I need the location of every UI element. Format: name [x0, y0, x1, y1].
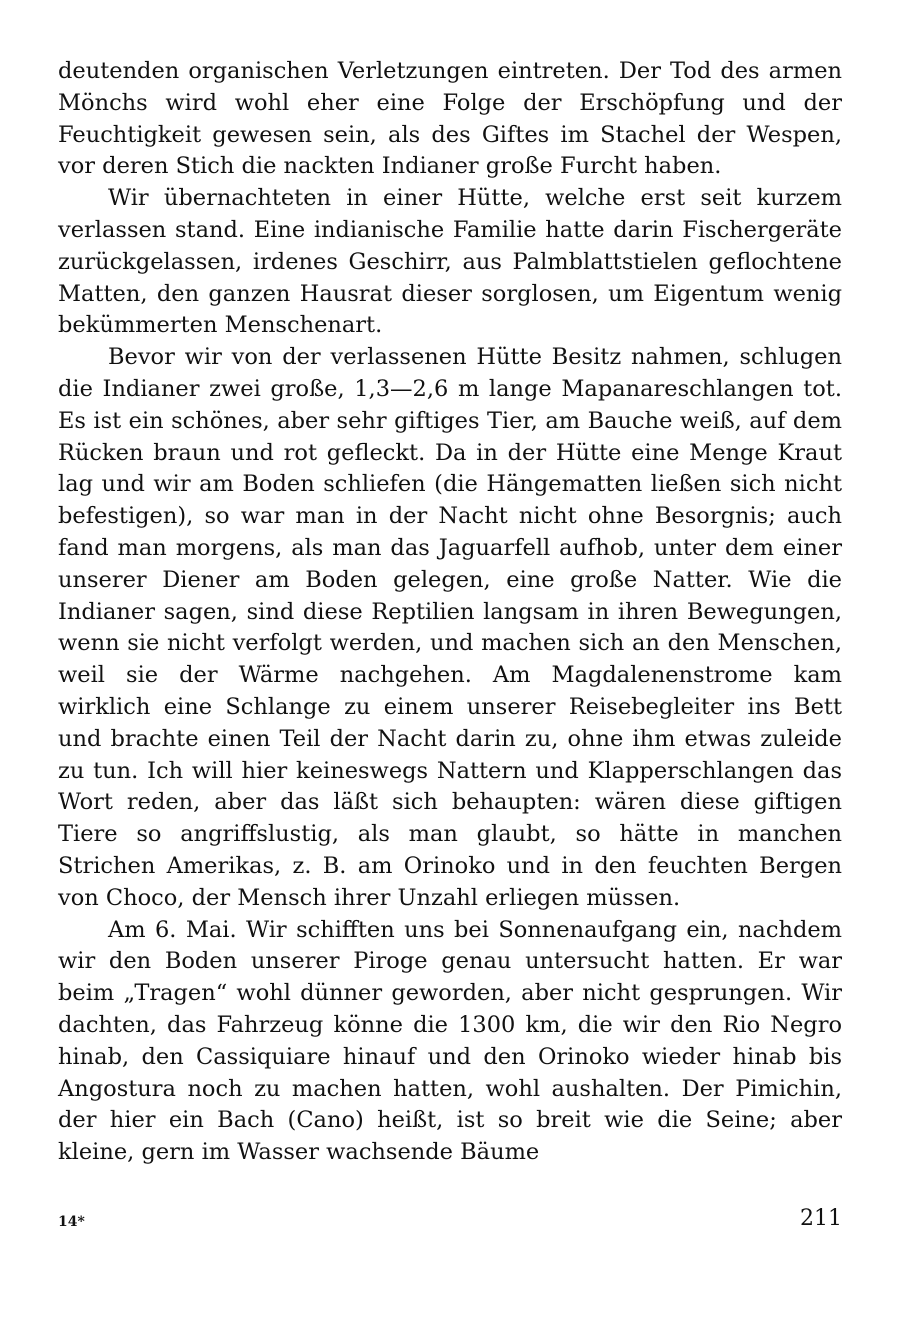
paragraph-4: Am 6. Mai. Wir schifften uns bei Sonnenaufgang ein, nachdem wir den Boden unserer Piroge genau untersucht hatten. Er war beim „Tragen“ wohl dünner geworden, aber nicht gesprungen. Wir dachten, das Fahrzeug könne die 1300 km, die wir den Rio Negro hinab, den Cassiquiare hinauf und den Orinoko wieder hinab bis Angostura noch zu machen hatten, wohl aushalten. Der Pimichin, der hier ein Bach (Cano) heißt, ist so breit wie die Seine; aber kleine, gern im Wasser wachsende Bäume [58, 916, 842, 1166]
paragraph-2: Wir übernachteten in einer Hütte, welche erst seit kurzem verlassen stand. Eine indianische Familie hatte darin Fischergeräte zurückgelassen, irdenes Geschirr, aus Palmblattstielen geflochtene Matten, den ganzen Hausrat dieser sorglosen, um Eigentum wenig bekümmerten Menschenart. [58, 185, 842, 339]
page-body [58, 56, 842, 1169]
page-number: 211 [800, 1206, 842, 1231]
paragraph-1: deutenden organischen Verletzungen eintreten. Der Tod des armen Mönchs wird wohl eher eine Folge der Erschöpfung und der Feuchtigkeit gewesen sein, als des Giftes im Stachel der Wespen, vor deren Stich die nackten Indianer große Furcht haben. [58, 58, 842, 180]
sheet-signature: 14* [58, 1214, 85, 1230]
page-footer [58, 1206, 842, 1236]
paragraph-3: Bevor wir von der verlassenen Hütte Besitz nahmen, schlugen die Indianer zwei große, 1,3—2,6 m lange Mapanareschlangen tot. Es ist ein schönes, aber sehr giftiges Tier, am Bauche weiß, auf dem Rücken braun und rot gefleckt. Da in der Hütte eine Menge Kraut lag und wir am Boden schliefen (die Hängematten ließen sich nicht befestigen), so war man in der Nacht nicht ohne Besorgnis; auch fand man morgens, als man das Jaguarfell aufhob, unter dem einer unserer Diener am Boden gelegen, eine große Natter. Wie die Indianer sagen, sind diese Reptilien langsam in ihren Bewegungen, wenn sie nicht verfolgt werden, und machen sich an den Menschen, weil sie der Wärme nachgehen. Am Magdalenenstrome kam wirklich eine Schlange zu einem unserer Reisebegleiter ins Bett und brachte einen Teil der Nacht darin zu, ohne ihm etwas zuleide zu tun. Ich will hier keineswegs Nattern und Klapperschlangen das Wort reden, aber das läßt sich behaupten: wären diese giftigen Tiere so angriffslustig, als man glaubt, so hätte in manchen Strichen Amerikas, z. B. am Orinoko und in den feuchten Bergen von Choco, der Mensch ihrer Unzahl erliegen müssen. [58, 344, 842, 911]
